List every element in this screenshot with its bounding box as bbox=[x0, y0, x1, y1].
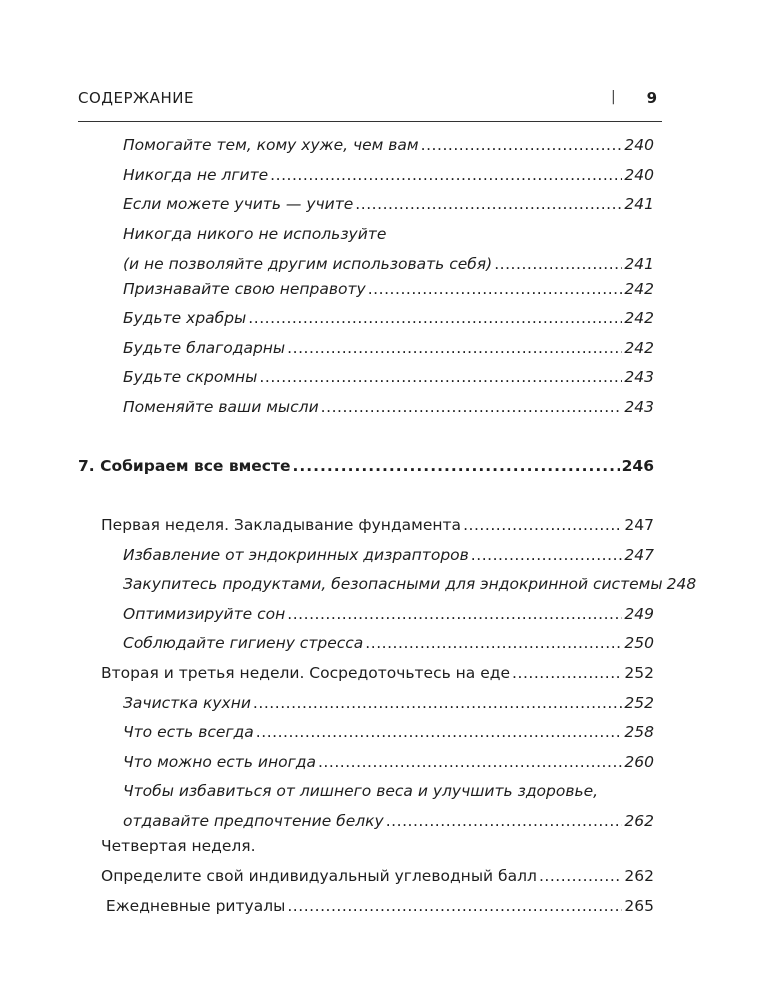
toc-section-entry[interactable] bbox=[101, 658, 654, 688]
toc-entry[interactable] bbox=[123, 717, 654, 747]
toc-section-page: 262 bbox=[624, 867, 654, 885]
toc-section-title: Определите свой индивидуальный углеводный балл bbox=[101, 867, 537, 885]
toc-entry-page: 242 bbox=[624, 280, 654, 298]
toc-entry[interactable] bbox=[123, 569, 697, 599]
toc-entry[interactable] bbox=[123, 189, 654, 219]
dot-leader bbox=[287, 333, 622, 363]
toc-chapter-entry[interactable] bbox=[78, 451, 654, 481]
toc-entry-page: 240 bbox=[624, 136, 654, 154]
dot-leader bbox=[287, 891, 622, 921]
toc-section-title-line1: Четвертая неделя. bbox=[101, 837, 256, 855]
toc-section-title: Ежедневные ритуалы bbox=[101, 897, 286, 915]
toc-entry-title: Избавление от эндокринных дизрапторов bbox=[123, 546, 469, 564]
toc-entry-title: Если можете учить — учите bbox=[123, 195, 354, 213]
toc-entry[interactable] bbox=[123, 776, 654, 836]
toc-entry-title-line1: Никогда никого не используйте bbox=[123, 225, 387, 243]
section-title: СОДЕРЖАНИЕ bbox=[78, 89, 194, 107]
toc-entry-title: Будьте благодарны bbox=[123, 339, 286, 357]
dot-leader bbox=[287, 599, 622, 629]
toc-entry-title: Признавайте свою неправоту bbox=[123, 280, 366, 298]
toc-entry-page: 241 bbox=[624, 255, 654, 273]
toc-entry-title: Соблюдайте гигиену стресса bbox=[123, 634, 364, 652]
toc-entry[interactable] bbox=[123, 274, 654, 304]
toc-entry-page: 250 bbox=[624, 634, 654, 652]
dot-leader bbox=[248, 303, 622, 333]
toc-entry-page: 260 bbox=[624, 753, 654, 771]
toc-section-page: 247 bbox=[624, 516, 654, 534]
toc-entry[interactable] bbox=[123, 333, 654, 363]
toc-entry-title: Будьте храбры bbox=[123, 309, 247, 327]
toc-entry-title: Закупитесь продуктами, безопасными для эндокринной системы bbox=[123, 575, 663, 593]
toc-entry-title: Никогда не лгите bbox=[123, 166, 269, 184]
toc-entry-page: 241 bbox=[624, 195, 654, 213]
toc-entry[interactable] bbox=[123, 219, 654, 279]
toc-entry-title: Оптимизируйте сон bbox=[123, 605, 286, 623]
toc-entry-page: 248 bbox=[666, 575, 697, 593]
toc-entry-title: Будьте скромны bbox=[123, 368, 258, 386]
dot-leader bbox=[293, 451, 620, 481]
toc-entry-page: 243 bbox=[624, 398, 654, 416]
toc-section-entry[interactable] bbox=[101, 510, 654, 540]
toc-entry[interactable] bbox=[123, 362, 654, 392]
toc-entry[interactable] bbox=[123, 540, 654, 570]
toc-entry[interactable] bbox=[123, 303, 654, 333]
toc-chapter-title: 7. Собираем все вместе bbox=[78, 457, 291, 475]
toc-entry[interactable] bbox=[123, 130, 654, 160]
header-separator: | bbox=[611, 89, 616, 105]
dot-leader bbox=[471, 540, 623, 570]
toc-chapter-page: 246 bbox=[621, 457, 654, 475]
dot-leader bbox=[259, 362, 622, 392]
page-number: 9 bbox=[646, 89, 657, 107]
dot-leader bbox=[253, 688, 622, 718]
dot-leader bbox=[321, 392, 623, 422]
toc-section-entry[interactable] bbox=[101, 831, 654, 891]
toc-entry-page: 243 bbox=[624, 368, 654, 386]
toc-entry[interactable] bbox=[123, 599, 654, 629]
toc-entry[interactable] bbox=[123, 392, 654, 422]
toc-section-title: Первая неделя. Закладывание фундамента bbox=[101, 516, 462, 534]
dot-leader bbox=[368, 274, 623, 304]
dot-leader bbox=[539, 861, 622, 891]
toc-entry-title: Поменяйте ваши мысли bbox=[123, 398, 319, 416]
toc-entry-title: Помогайте тем, кому хуже, чем вам bbox=[123, 136, 419, 154]
dot-leader bbox=[270, 160, 622, 190]
toc-entry-page: 242 bbox=[624, 339, 654, 357]
toc-entry[interactable] bbox=[123, 688, 654, 718]
toc-entry-title-line1: Чтобы избавиться от лишнего веса и улучшить здоровье, bbox=[123, 782, 599, 800]
toc-section-entry[interactable] bbox=[101, 891, 654, 921]
dot-leader bbox=[318, 747, 622, 777]
toc-entry-title: Что можно есть иногда bbox=[123, 753, 316, 771]
toc-entry-title: Что есть всегда bbox=[123, 723, 254, 741]
dot-leader bbox=[512, 658, 622, 688]
toc-section-title: Вторая и третья недели. Сосредоточьтесь на еде bbox=[101, 664, 511, 682]
dot-leader bbox=[355, 189, 622, 219]
toc-entry-page: 258 bbox=[624, 723, 654, 741]
toc-entry-page: 252 bbox=[624, 694, 654, 712]
toc-entry-page: 262 bbox=[624, 812, 654, 830]
toc-entry[interactable] bbox=[123, 628, 654, 658]
toc-section-page: 252 bbox=[624, 664, 654, 682]
dot-leader bbox=[256, 717, 623, 747]
toc-entry-title: (и не позволяйте другим использовать себя) bbox=[123, 255, 493, 273]
dot-leader bbox=[421, 130, 623, 160]
toc-entry-title: Зачистка кухни bbox=[123, 694, 251, 712]
toc-entry-page: 242 bbox=[624, 309, 654, 327]
dot-leader bbox=[365, 628, 622, 658]
toc-entry[interactable] bbox=[123, 160, 654, 190]
toc-entry-title: отдавайте предпочтение белку bbox=[123, 812, 384, 830]
toc-section-page: 265 bbox=[624, 897, 654, 915]
toc-entry-page: 249 bbox=[624, 605, 654, 623]
toc-entry-page: 240 bbox=[624, 166, 654, 184]
toc-entry[interactable] bbox=[123, 747, 654, 777]
dot-leader bbox=[463, 510, 622, 540]
toc-entry-page: 247 bbox=[624, 546, 654, 564]
